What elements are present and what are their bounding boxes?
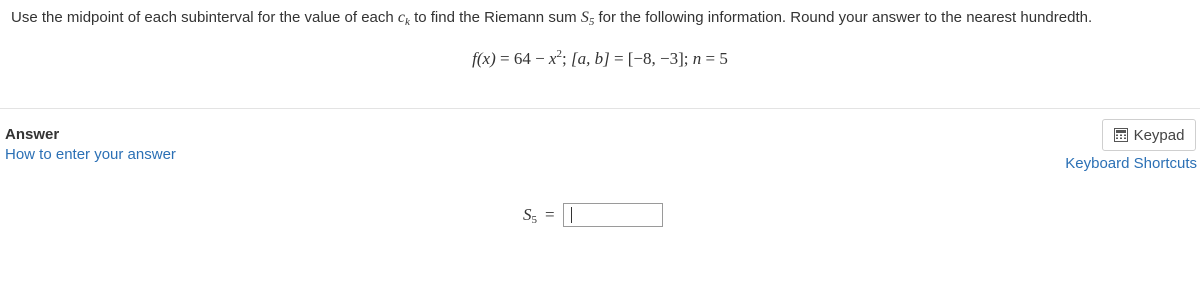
question-text-after: for the following information. Round your answer to the nearest hundredth.: [594, 9, 1093, 26]
formula-eq2: = [−8, −3];: [609, 49, 693, 68]
formula-fx: f(x): [472, 49, 496, 68]
ck-variable: $c_k$: [397, 9, 410, 28]
keypad-icon: [1114, 128, 1128, 142]
formula-x: x: [548, 49, 557, 68]
answer-row: [523, 203, 663, 227]
keypad-button[interactable]: [1102, 119, 1196, 151]
formula-eq3: = 5: [701, 49, 728, 68]
answer-variable: $S_5$: [523, 204, 537, 226]
answer-input[interactable]: [563, 203, 663, 227]
answer-label: Answer: [5, 126, 60, 143]
keypad-label: Keypad: [1133, 126, 1185, 144]
formula-exponent: 2: [556, 48, 562, 60]
text-caret: [571, 207, 572, 223]
function-formula: [0, 48, 1200, 70]
formula-n: n: [692, 49, 702, 68]
question-text-middle: to find the Riemann sum: [409, 9, 581, 26]
question-text-before: Use the midpoint of each subinterval for the value of each: [11, 9, 398, 26]
answer-equals: =: [545, 205, 555, 224]
how-to-enter-answer-link[interactable]: How to enter your answer: [5, 146, 176, 163]
keyboard-shortcuts-link[interactable]: Keyboard Shortcuts: [1065, 155, 1197, 172]
riemann-sum-variable: $S_5$: [580, 9, 595, 28]
formula-sep1: ;: [561, 49, 571, 68]
formula-eq1: = 64 −: [495, 49, 549, 68]
question-text: [11, 8, 1092, 32]
section-divider: [0, 108, 1200, 109]
formula-interval-var: [a, b]: [570, 49, 610, 68]
